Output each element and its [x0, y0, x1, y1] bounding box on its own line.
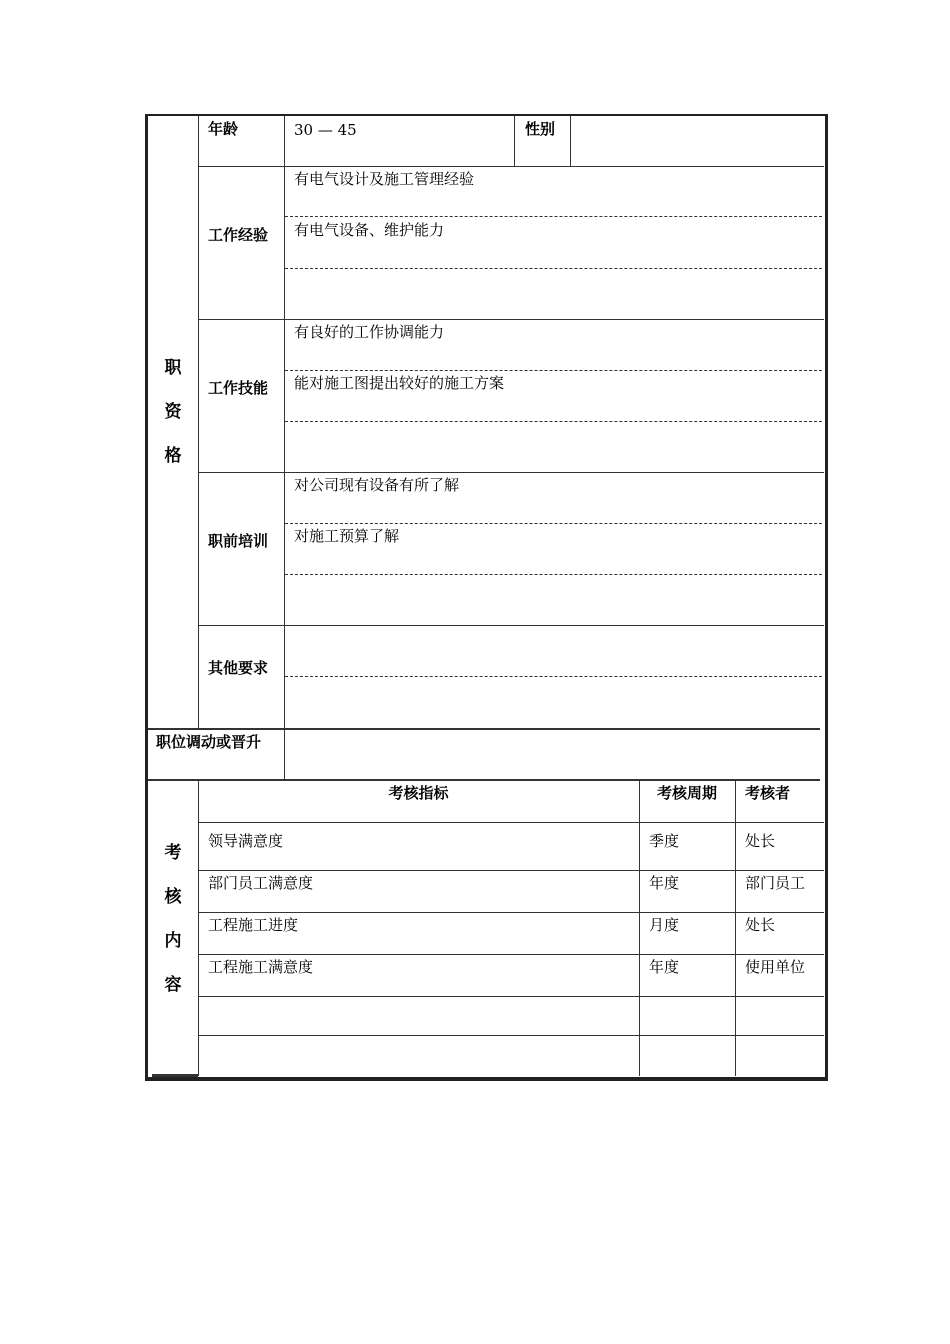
- assessment-section-label: 考 核 内 容: [164, 843, 182, 995]
- dashed-divider: [285, 574, 822, 575]
- other-requirements-label: 其他要求: [208, 659, 269, 677]
- dashed-divider: [285, 216, 822, 217]
- gender-label: 性别: [525, 120, 556, 138]
- age-value: 30 — 45: [294, 121, 357, 139]
- grid-line: [198, 912, 824, 913]
- grid-line: [198, 954, 824, 955]
- age-label: 年龄: [208, 120, 239, 138]
- training-label: 职前培训: [208, 532, 269, 550]
- grid-line: [152, 1074, 198, 1077]
- grid-line: [198, 625, 824, 626]
- grid-line: [735, 780, 736, 1076]
- grid-line: [148, 779, 820, 781]
- table-cell-cycle: 年度: [649, 958, 680, 976]
- qualification-section-label: 职 资 格: [164, 358, 182, 466]
- experience-label: 工作经验: [208, 226, 269, 244]
- dashed-divider: [285, 523, 822, 524]
- grid-line: [639, 780, 640, 1076]
- table-cell-indicator: 部门员工满意度: [208, 874, 314, 892]
- grid-line: [198, 996, 824, 997]
- skills-item: 有良好的工作协调能力: [294, 323, 445, 341]
- dashed-divider: [285, 370, 822, 371]
- grid-line: [198, 166, 824, 167]
- grid-line: [198, 1035, 824, 1036]
- table-cell-assessor: 处长: [745, 832, 776, 850]
- grid-line: [514, 116, 515, 166]
- table-cell-cycle: 季度: [649, 832, 680, 850]
- table-cell-assessor: 处长: [745, 916, 776, 934]
- assessment-header-assessor: 考核者: [745, 784, 791, 802]
- dashed-divider: [285, 676, 822, 677]
- experience-item: 有电气设计及施工管理经验: [294, 170, 475, 188]
- table-cell-indicator: 工程施工满意度: [208, 958, 314, 976]
- training-item: 对施工预算了解: [294, 527, 400, 545]
- grid-line: [198, 780, 199, 1076]
- table-cell-cycle: 月度: [649, 916, 680, 934]
- skills-item: 能对施工图提出较好的施工方案: [294, 374, 505, 392]
- grid-line: [198, 822, 824, 823]
- dashed-divider: [285, 421, 822, 422]
- dashed-divider: [285, 268, 822, 269]
- grid-line: [198, 116, 199, 728]
- training-item: 对公司现有设备有所了解: [294, 476, 460, 494]
- grid-line: [198, 319, 824, 320]
- transfer-label: 职位调动或晋升: [156, 733, 262, 751]
- skills-label: 工作技能: [208, 379, 269, 397]
- experience-item: 有电气设备、维护能力: [294, 221, 445, 239]
- table-cell-assessor: 部门员工: [745, 874, 806, 892]
- grid-line: [198, 472, 824, 473]
- grid-line: [570, 116, 571, 166]
- grid-line: [198, 870, 824, 871]
- form-frame: [145, 114, 828, 1081]
- assessment-header-indicator: 考核指标: [388, 784, 449, 802]
- grid-line: [148, 728, 820, 730]
- assessment-header-cycle: 考核周期: [656, 784, 717, 802]
- table-cell-cycle: 年度: [649, 874, 680, 892]
- table-cell-indicator: 领导满意度: [208, 832, 284, 850]
- table-cell-assessor: 使用单位: [745, 958, 806, 976]
- table-cell-indicator: 工程施工进度: [208, 916, 299, 934]
